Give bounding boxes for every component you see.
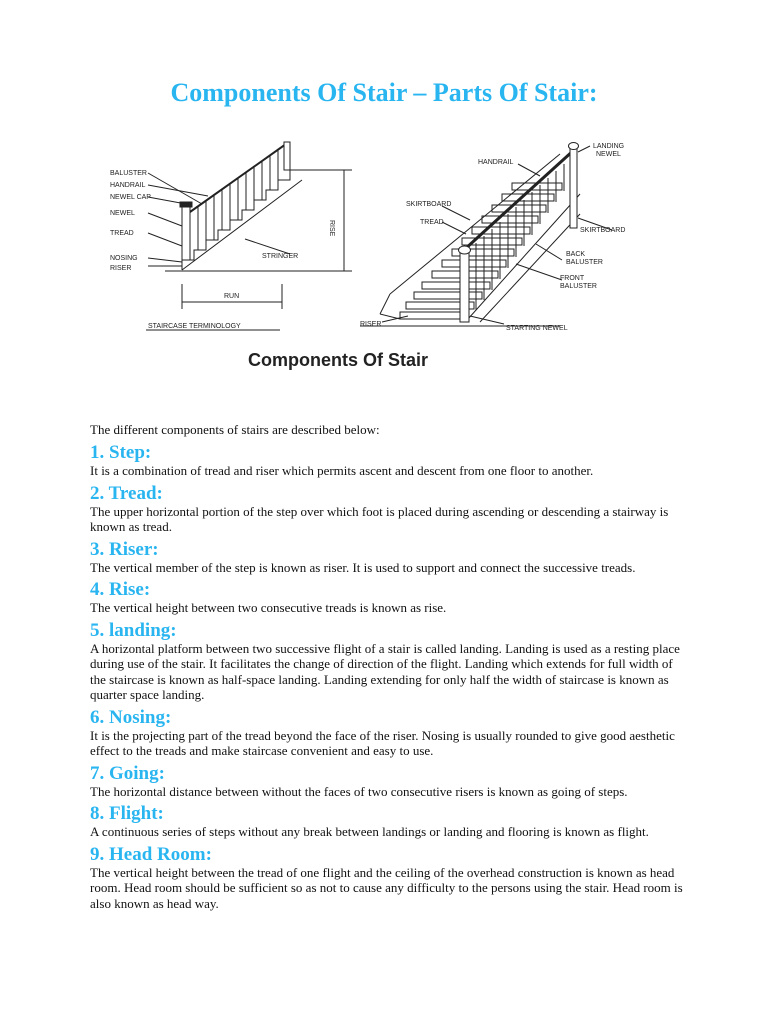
label-front-baluster-line1: FRONT: [560, 275, 585, 282]
section-flight: [90, 803, 690, 840]
section-heading: 8. Flight:: [90, 803, 164, 824]
label-riser: RISER: [110, 265, 132, 272]
section-text: The horizontal distance between without the faces of two consecutive risers is known as going of steps.: [90, 783, 628, 799]
section-head-room: [90, 844, 690, 912]
section-going: [90, 763, 690, 800]
label-back-baluster-line1: BACK: [566, 251, 586, 258]
label-back-baluster-line2: BALUSTER: [566, 259, 603, 266]
section-tread: [90, 483, 690, 535]
label-skirtboard-left: SKIRTBOARD: [406, 201, 452, 208]
section-landing: [90, 620, 690, 703]
label-stringer: STRINGER: [262, 253, 299, 260]
section-heading: 2. Tread:: [90, 482, 163, 504]
staircase-terminology-title: STAIRCASE TERMINOLOGY: [148, 323, 241, 330]
label-newel-cap: NEWEL CAP: [110, 194, 151, 201]
section-text: A continuous series of steps without any break between landings or landing and flooring is known as flight.: [90, 824, 649, 839]
section-heading: 5. landing:: [90, 619, 177, 641]
section-heading: 9. Head Room:: [90, 843, 212, 865]
label-baluster: BALUSTER: [110, 170, 147, 177]
section-riser: [90, 539, 690, 576]
figure-caption: Components Of Stair: [248, 350, 429, 370]
label-nosing: NOSING: [110, 255, 138, 262]
section-text: The vertical height between two consecutive treads is known as rise.: [90, 600, 447, 615]
section-text: The vertical height between the tread of one flight and the ceiling of the overhead construction is known as head room. Head room should be sufficient so as not to cause any difficulty to the persons using the stair. Head room is also known as head way.: [90, 864, 683, 911]
section-text: It is a combination of tread and riser which permits ascent and descent from one floor to another.: [90, 463, 594, 478]
section-heading: 1. Step:: [90, 442, 152, 463]
label-landing-newel-line2: NEWEL: [596, 151, 621, 158]
label-rise: RISE: [328, 220, 335, 237]
section-nosing: [90, 707, 690, 759]
label-run: RUN: [224, 293, 240, 300]
label-front-baluster-line2: BALUSTER: [560, 283, 597, 290]
staircase-terminology-diagram: [146, 142, 352, 330]
label-handrail: HANDRAIL: [110, 182, 146, 189]
section-rise: [90, 579, 690, 616]
section-text: A horizontal platform between two successive flight of a stair is called landing. Landing is used as a resting place during use of the stair. It facilitates the change of direction of the flight. Landing which extends for full width of the staircase is known as half-space landing. Landing extending for only half the width of staircase is known as quarter space landing.: [90, 640, 680, 702]
label-skirtboard-right: SKIRTBOARD: [580, 227, 626, 234]
label-tread: TREAD: [110, 230, 134, 237]
section-text: The vertical member of the step is known as riser. It is used to support and connect the successive treads.: [90, 559, 636, 575]
label-riser-3d: RISER: [360, 321, 382, 328]
label-handrail-3d: HANDRAIL: [478, 159, 514, 166]
page-title: Components Of Stair – Parts Of Stair:: [170, 78, 598, 107]
section-heading: 6. Nosing:: [90, 706, 172, 728]
stair-components-figure: [90, 134, 690, 374]
label-tread-3d: TREAD: [420, 219, 444, 226]
content: [90, 422, 690, 915]
section-heading: 4. Rise:: [90, 579, 151, 600]
section-text: The upper horizontal portion of the step over which foot is placed during ascending or descending a stairway is known as tread.: [90, 503, 669, 534]
label-newel: NEWEL: [110, 210, 135, 217]
label-starting-newel: STARTING NEWEL: [506, 325, 568, 332]
staircase-3d-diagram: [360, 143, 612, 327]
section-text: It is the projecting part of the tread beyond the face of the riser. Nosing is usually rounded to give good aesthetic effect to the treads and make staircase convenient and easy to use.: [90, 727, 675, 758]
section-heading: 3. Riser:: [90, 538, 159, 560]
intro-text: The different components of stairs are described below:: [90, 422, 380, 437]
section-heading: 7. Going:: [90, 762, 165, 784]
section-step: [90, 442, 690, 479]
label-landing-newel-line1: LANDING: [593, 143, 625, 150]
